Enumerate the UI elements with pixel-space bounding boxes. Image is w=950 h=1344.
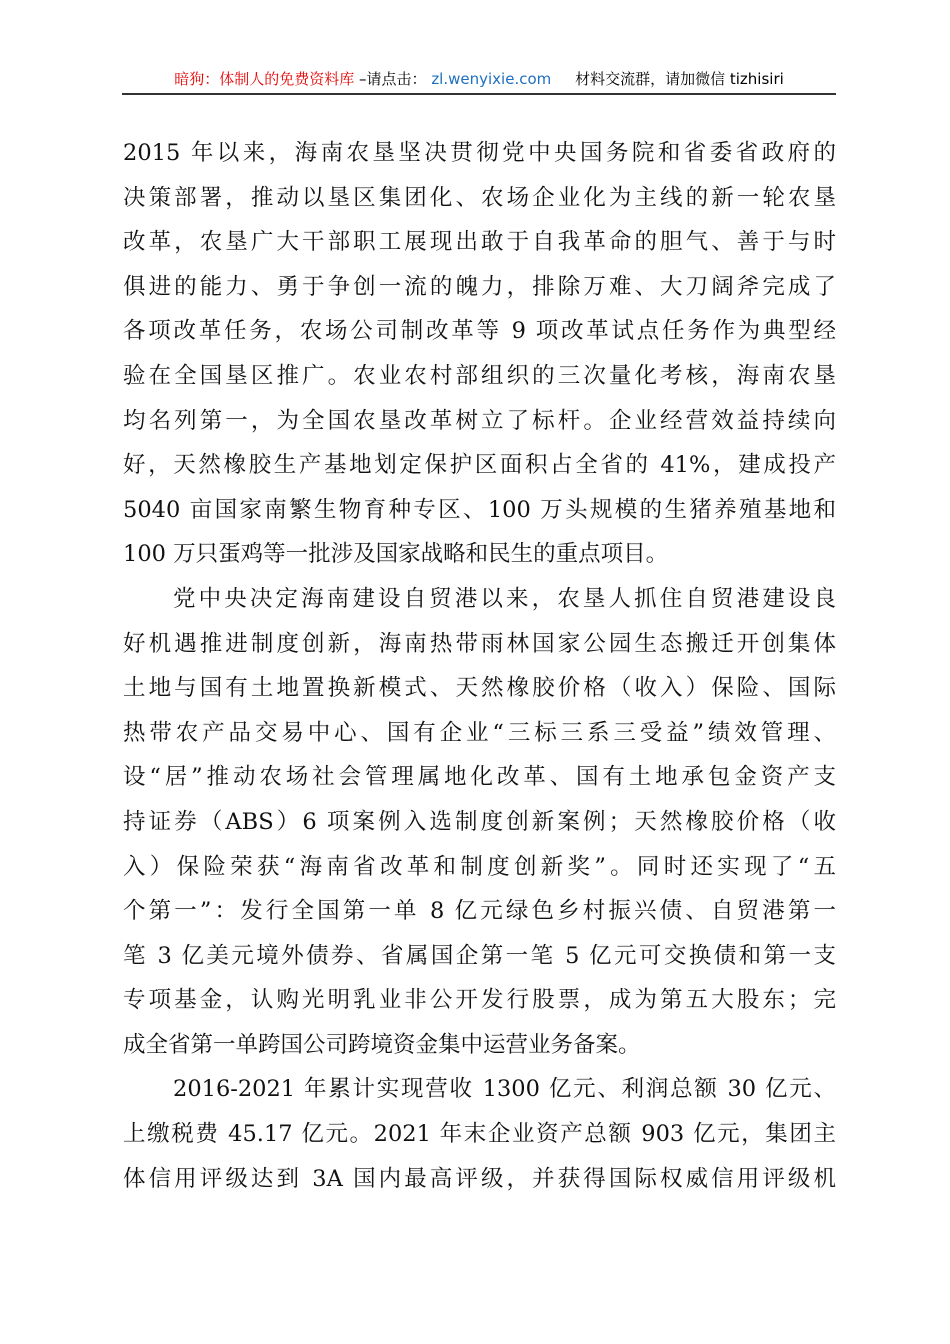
text-line: 设“居”推动农场社会管理属地化改革、国有土地承包金资产支	[123, 764, 836, 791]
text-line: 上缴税费 45.17 亿元。2021 年末企业资产总额 903 亿元，集团主	[123, 1121, 836, 1148]
text-line: 俱进的能力、勇于争创一流的魄力，排除万难、大刀阔斧完成了	[123, 273, 836, 300]
text-line: 改革，农垦广大干部职工展现出敢于自我革命的胆气、善于与时	[123, 229, 836, 256]
paragraph	[123, 131, 836, 577]
text-line: 党中央决定海南建设自贸港以来，农垦人抓住自贸港建设良	[173, 585, 836, 612]
document-body	[123, 131, 836, 1201]
paragraph	[123, 1067, 836, 1201]
text-line: 均名列第一，为全国农垦改革树立了标杆。企业经营效益持续向	[123, 407, 836, 434]
text-line: 笔 3 亿美元境外债券、省属国企第一笔 5 亿元可交换债和第一支	[123, 942, 836, 969]
text-line: 2015 年以来，海南农垦坚决贯彻党中央国务院和省委省政府的	[123, 140, 836, 166]
header-url-link[interactable]: zl.wenyixie.com	[431, 70, 552, 88]
header-brand: 暗狗：体制人的免费资料库	[174, 70, 355, 88]
text-line: 持证券（ABS）6 项案例入选制度创新案例；天然橡胶价格（收	[123, 808, 836, 835]
header-divider	[122, 93, 836, 95]
text-line: 决策部署，推动以垦区集团化、农场企业化为主线的新一轮农垦	[123, 184, 836, 211]
page-header	[122, 68, 836, 94]
text-line: 2016-2021 年累计实现营收 1300 亿元、利润总额 30 亿元、	[173, 1076, 836, 1103]
text-line: 验在全国垦区推广。农业农村部组织的三次量化考核，海南农垦	[123, 362, 836, 389]
text-line: 专项基金，认购光明乳业非公开发行股票，成为第五大股东；完	[123, 987, 836, 1014]
text-line: 各项改革任务，农场公司制改革等 9 项改革试点任务作为典型经	[123, 318, 836, 345]
text-line: 个第一”：发行全国第一单 8 亿元绿色乡村振兴债、自贸港第一	[123, 898, 836, 925]
text-line: 体信用评级达到 3A 国内最高评级，并获得国际权威信用评级机	[123, 1165, 836, 1192]
text-line: 成全省第一单跨国公司跨境资金集中运营业务备案。	[123, 1031, 641, 1058]
text-line: 好，天然橡胶生产基地划定保护区面积占全省的 41%，建成投产	[123, 452, 836, 479]
text-line: 5040 亩国家南繁生物育种专区、100 万头规模的生猪养殖基地和	[123, 496, 836, 523]
text-line: 入）保险荣获“海南省改革和制度创新奖”。同时还实现了“五	[123, 853, 836, 880]
text-line: 热带农产品交易中心、国有企业“三标三系三受益”绩效管理、	[123, 719, 836, 746]
header-contact: 材料交流群，请加微信 tizhisiri	[575, 70, 784, 88]
text-line: 好机遇推进制度创新，海南热带雨林国家公园生态搬迁开创集体	[123, 630, 836, 657]
header-prompt: –请点击：	[359, 70, 427, 88]
text-line: 土地与国有土地置换新模式、天然橡胶价格（收入）保险、国际	[123, 675, 836, 702]
text-line: 100 万只蛋鸡等一批涉及国家战略和民生的重点项目。	[123, 541, 669, 568]
paragraph	[123, 577, 836, 1068]
